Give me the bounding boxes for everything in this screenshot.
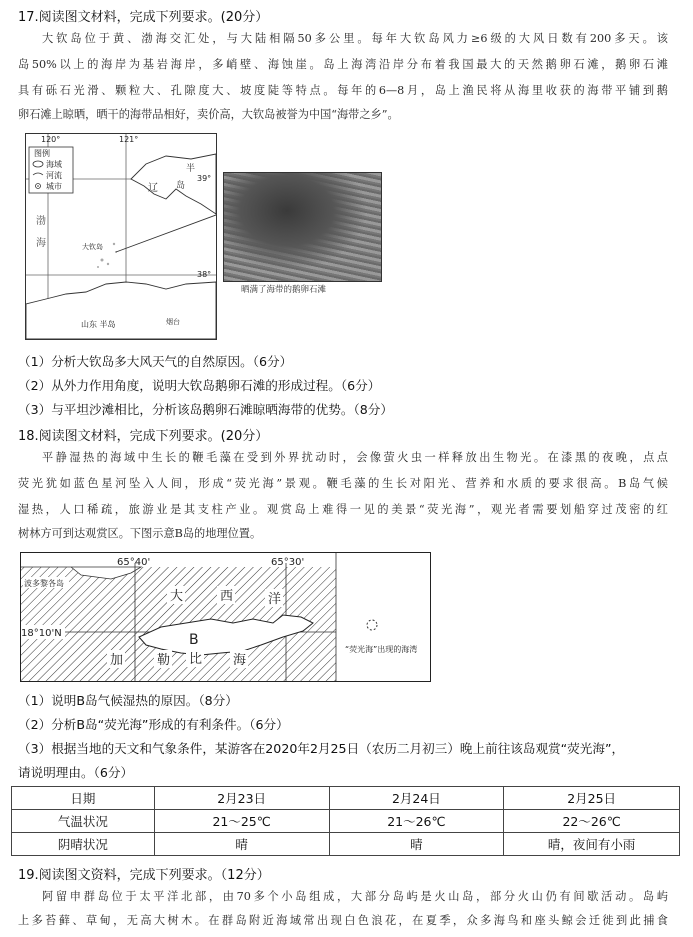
q18-para-line-3: 湿热，人口稀疏，旅游业是其支柱产业。观赏岛上难得一见的美景“荧光海”，观光者需要划船穿过茂密的红 [18,503,668,516]
q18-para-line-1: 平静湿热的海域中生长的鞭毛藻在受到外界扰动时，会像萤火虫一样释放出生物光。在漆黑的夜晚，点点 [42,451,668,464]
label-ban: 半 [186,164,196,174]
table-cell: 21～26℃ [329,810,504,833]
legend-city: 城市 [46,182,62,191]
q17-title: 17.阅读图文材料，完成下列要求。(20分） [18,10,269,25]
table-cell: 晴 [154,833,329,856]
label-shandong: 山东 半岛 [81,320,116,329]
label-xi: 西 [220,589,234,604]
table-cell: 21～25℃ [154,810,329,833]
label-bo: 渤 [36,216,46,227]
label-yantai: 烟台 [166,318,180,326]
q17-photo-pebble-beach [223,172,382,282]
q17-para-line-1: 大钦岛位于黄、渤海交汇处，与大陆相隔50多公里。每年大钦岛风力≥6级的大风日数有200多天。该 [42,32,668,45]
label-jia: 加 [110,653,124,668]
lat-39: 39° [197,174,212,183]
table-header-cell: 2月24日 [329,787,504,810]
table-header-row [12,787,680,810]
table-header-cell: 日期 [12,787,155,810]
table-cell: 晴 [329,833,504,856]
q19-para-line-1: 阿留申群岛位于太平洋北部，由70多个小岛组成，大部分岛屿是火山岛，部分火山仍有间歇活动。岛屿 [42,890,668,903]
table-cell: 22～26℃ [504,810,680,833]
label-daqin-island: 大钦岛 [82,243,103,251]
legend-river: 河流 [46,171,62,180]
table-cell: 阴晴状况 [12,833,155,856]
legend-sea: 海域 [46,160,62,169]
label-dao: 岛 [176,181,186,191]
lat-18-10: 18°10'N [21,628,62,639]
q17-map [25,133,217,340]
q17-para-line-4: 卵石滩上晾晒，晒干的海带品相好，卖价高，大钦岛被誉为中国“海带之乡”。 [18,108,399,121]
q18-sub-3-cont: 请说明理由。（6分） [18,765,134,780]
label-liao: 辽 [148,183,158,194]
table-header-cell: 2月25日 [504,787,680,810]
table-row [12,810,680,833]
label-da: 大 [170,589,184,604]
label-bi: 比 [189,652,203,667]
lon-65-30: 65°30' [271,557,305,568]
legend-title: 图例 [34,149,50,158]
table-cell: 晴，夜间有小雨 [504,833,680,856]
lon-120: 120° [41,135,61,144]
q17-sub-1: （1）分析大钦岛多大风天气的自然原因。（6分） [18,354,293,369]
q18-para-line-2: 荧光犹如蓝色星河坠入人间，形成“荧光海”景观。鞭毛藻的生长对阳光、营养和水质的要求很高。B岛气候 [18,477,668,490]
q18-title: 18.阅读图文材料，完成下列要求。(20分） [18,429,269,444]
q17-map-legend [29,147,73,193]
q18-sub-2: （2）分析B岛“荧光海”形成的有利条件。（6分） [18,717,289,732]
table-row [12,833,680,856]
weather-table [11,786,680,856]
label-hai-sea: 海 [233,653,247,668]
marker-legend-label: “荧光海”出现的海湾 [345,645,418,654]
q18-sub-1: （1）说明B岛气候湿热的原因。（8分） [18,693,238,708]
table-header-cell: 2月23日 [154,787,329,810]
q17-para-line-3: 具有砾石光滑、颗粒大、孔隙度大、坡度陡等特点。每年的6—8月，岛上渔民将从海里收获的海带平铺到鹅 [18,84,668,97]
q18-para-line-4: 树林方可到达观赏区。下图示意B岛的地理位置。 [18,527,262,540]
lon-65-40: 65°40' [117,557,151,568]
q17-sub-2: （2）从外力作用角度，说明大钦岛鹅卵石滩的形成过程。（6分） [18,378,381,393]
label-hai: 海 [36,238,46,249]
table-cell: 气温状况 [12,810,155,833]
label-le: 勒 [157,653,171,668]
lat-38: 38° [197,270,212,279]
q18-map-svg [21,553,430,681]
label-yang: 洋 [268,592,282,607]
label-puerto-rico: 波多黎各岛 [24,579,64,588]
lon-121: 121° [119,135,139,144]
label-b-island: B [189,632,199,648]
q19-para-line-2: 上多苔藓、草甸，无高大树木。在群岛附近海域常出现白色浪花，在夏季，众多海鸟和座头鲸会迁徙到此捕食 [18,914,668,927]
q17-photo-caption: 晒满了海带的鹅卵石滩 [241,285,327,295]
q19-title: 19.阅读图文资料，完成下列要求。（12分） [18,868,270,883]
q18-sub-3: （3）根据当地的天文和气象条件，某游客在2020年2月25日（农历二月初三）晚上前往该岛观赏“荧光海”， [18,741,625,756]
q18-map [20,552,431,682]
q17-para-line-2: 岛50%以上的海岸为基岩海岸，多峭壁、海蚀崖。岛上海湾沿岸分布着我国最大的天然鹅卵石滩，鹅卵石滩 [18,58,668,71]
q17-map-svg [26,134,216,339]
pointer-arrow [116,212,216,252]
q17-sub-3: （3）与平坦沙滩相比，分析该岛鹅卵石滩晾晒海带的优势。（8分） [18,402,393,417]
